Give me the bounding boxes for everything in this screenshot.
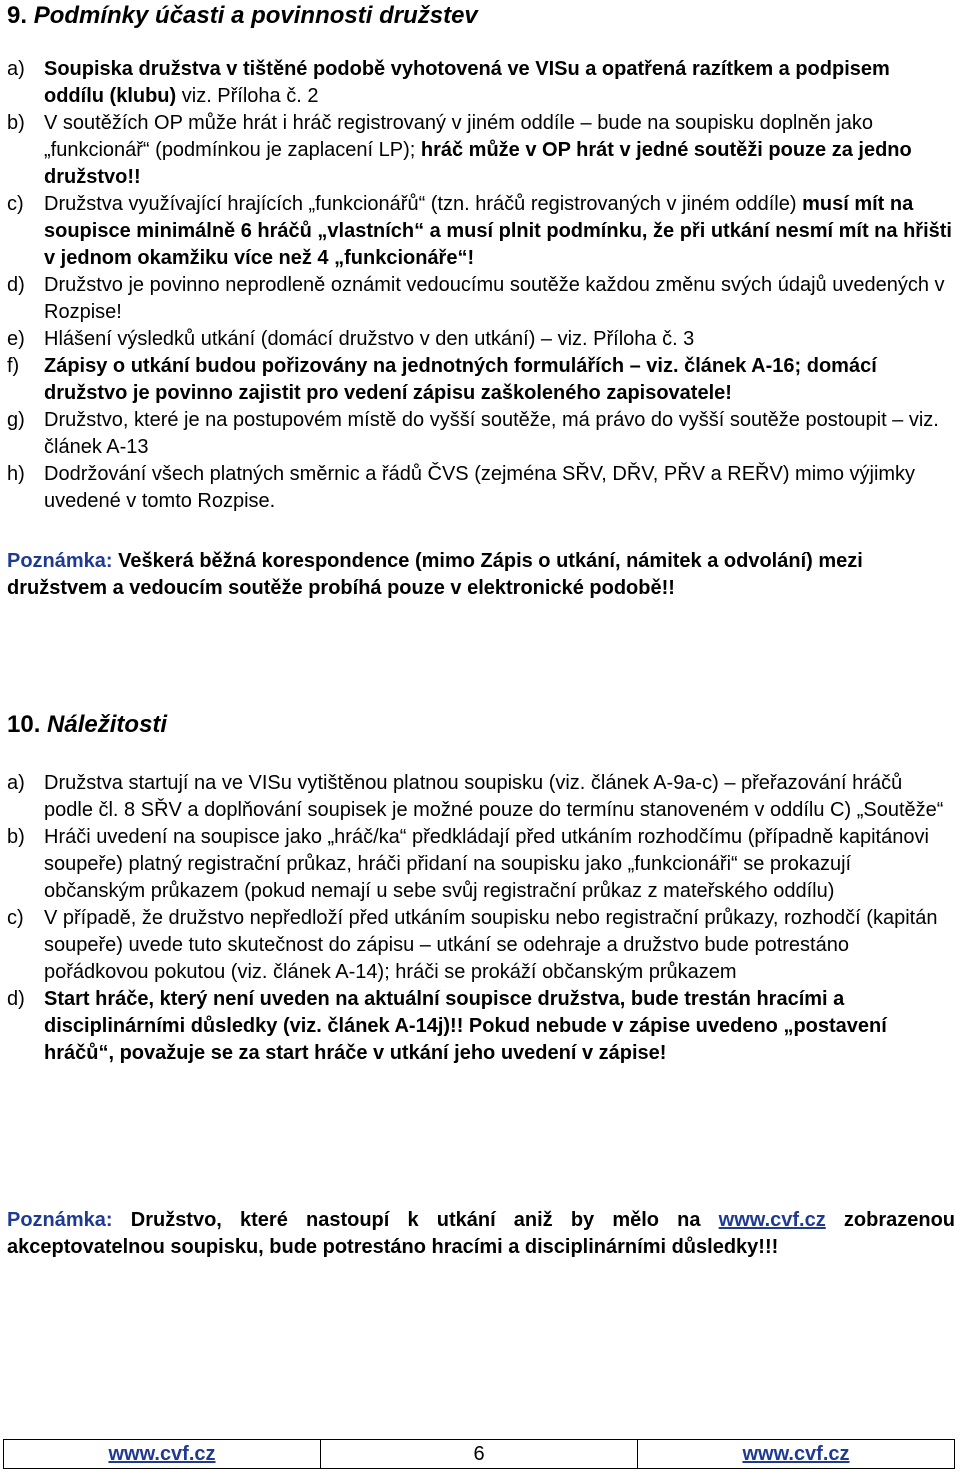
page-number: 6 [473,1442,485,1465]
section-9-note [7,548,955,602]
list-item: c) V případě, že družstvo nepředloží před utkáním soupisku nebo registrační průkazy, rozhodčí (kapitán soupeře) uvede tuto skutečnost do zápisu – utkání se odehraje a družstvo bude potrestáno pořádkovou pokutou (viz. článek A-14); hráči se prokáží občanským průkazem [7,907,938,983]
list-item: c) Družstva využívající hrajících „funkcionářů“ (tzn. hráčů registrovaných v jiném oddíle) musí mít na soupisce minimálně 6 hráčů „vlastních“ a musí plnit podmínku, že při utkání nesmí mít na hřišti v jednom okamžiku více než 4 „funkcionáře“! [7,193,952,269]
footer-right-link[interactable]: www.cvf.cz [742,1442,850,1465]
list-item: h) Dodržování všech platných směrnic a řádů ČVS (zejména SŘV, DŘV, PŘV a REŘV) mimo výjimky uvedené v tomto Rozpise. [7,463,916,512]
list-item: e) Hlášení výsledků utkání (domácí družstvo v den utkání) – viz. Příloha č. 3 [7,328,695,350]
list-item: a) Soupiska družstva v tištěné podobě vyhotovená ve VISu a opatřená razítkem a podpisem oddílu (klubu) viz. Příloha č. 2 [7,58,890,107]
footer-left-link[interactable]: www.cvf.cz [108,1442,216,1465]
section-9-number: 9. [7,2,28,29]
note-label: Poznámka: [7,1209,113,1231]
section-10-heading [7,711,167,739]
footer-left-cell [4,1440,321,1468]
section-10-number: 10. [7,711,41,738]
section-10-title: Náležitosti [47,711,168,738]
section-9-title: Podmínky účasti a povinnosti družstev [33,2,478,29]
list-item: b) V soutěžích OP může hrát i hráč registrovaný v jiném oddíle – bude na soupisku doplněn jako „funkcionář“ (podmínkou je zaplacení LP); hráč může v OP hrát v jedné soutěži pouze za jedno družstvo!! [7,112,912,188]
section-9-heading [7,2,478,30]
section-10-list [7,770,955,1067]
list-item: d) Družstvo je povinno neprodleně oznámit vedoucímu soutěže každou změnu svých údajů uvedených v Rozpise! [7,274,945,323]
note-text: Veškerá běžná korespondence (mimo Zápis o utkání, námitek a odvolání) mezi družstvem a vedoucím soutěže probíhá pouze v elektronické podobě!! [7,550,863,599]
cvf-link[interactable]: www.cvf.cz [718,1209,826,1231]
footer-right-cell [638,1440,954,1468]
list-item: d) Start hráče, který není uveden na aktuální soupisce družstva, bude trestán hracími a disciplinárními důsledky (viz. článek A-14j)!! Pokud nebude v zápise uvedeno „postavení hráčů“, považuje se za start hráče v utkání jeho uvedení v zápise! [7,988,887,1064]
list-item: b) Hráči uvedení na soupisce jako „hráč/ka“ předkládají před utkáním rozhodčímu (případně kapitánovi soupeře) platný registrační průkaz, hráči přidaní na soupisku jako „funkcionáři“ se prokazují občanským průkazem (pokud nemají u sebe svůj registrační průkaz z mateřského oddílu) [7,826,929,902]
page-footer [3,1439,955,1469]
section-9-list [7,56,955,515]
note-label: Poznámka: [7,550,113,572]
list-item: f) Zápisy o utkání budou pořizovány na jednotných formulářích – viz. článek A-16; domácí družstvo je povinno zajistit pro vedení zápisu zaškoleného zapisovatele! [7,355,877,404]
section-10-note: Poznámka: Družstvo, které nastoupí k utkání aniž by mělo na www.cvf.cz zobrazenou akceptovatelnou soupisku, bude potrestáno hracími a disciplinárními důsledky!!! [7,1209,955,1258]
list-item: a) Družstva startují na ve VISu vytištěnou platnou soupisku (viz. článek A-9a-c) – přeřazování hráčů podle čl. 8 SŘV a doplňování soupisek je možné pouze do termínu stanoveném v oddílu C) „Soutěže“ [7,772,944,821]
list-item: g) Družstvo, které je na postupovém místě do vyšší soutěže, má právo do vyšší soutěže postoupit – viz. článek A-13 [7,409,939,458]
footer-page-cell [321,1440,638,1468]
